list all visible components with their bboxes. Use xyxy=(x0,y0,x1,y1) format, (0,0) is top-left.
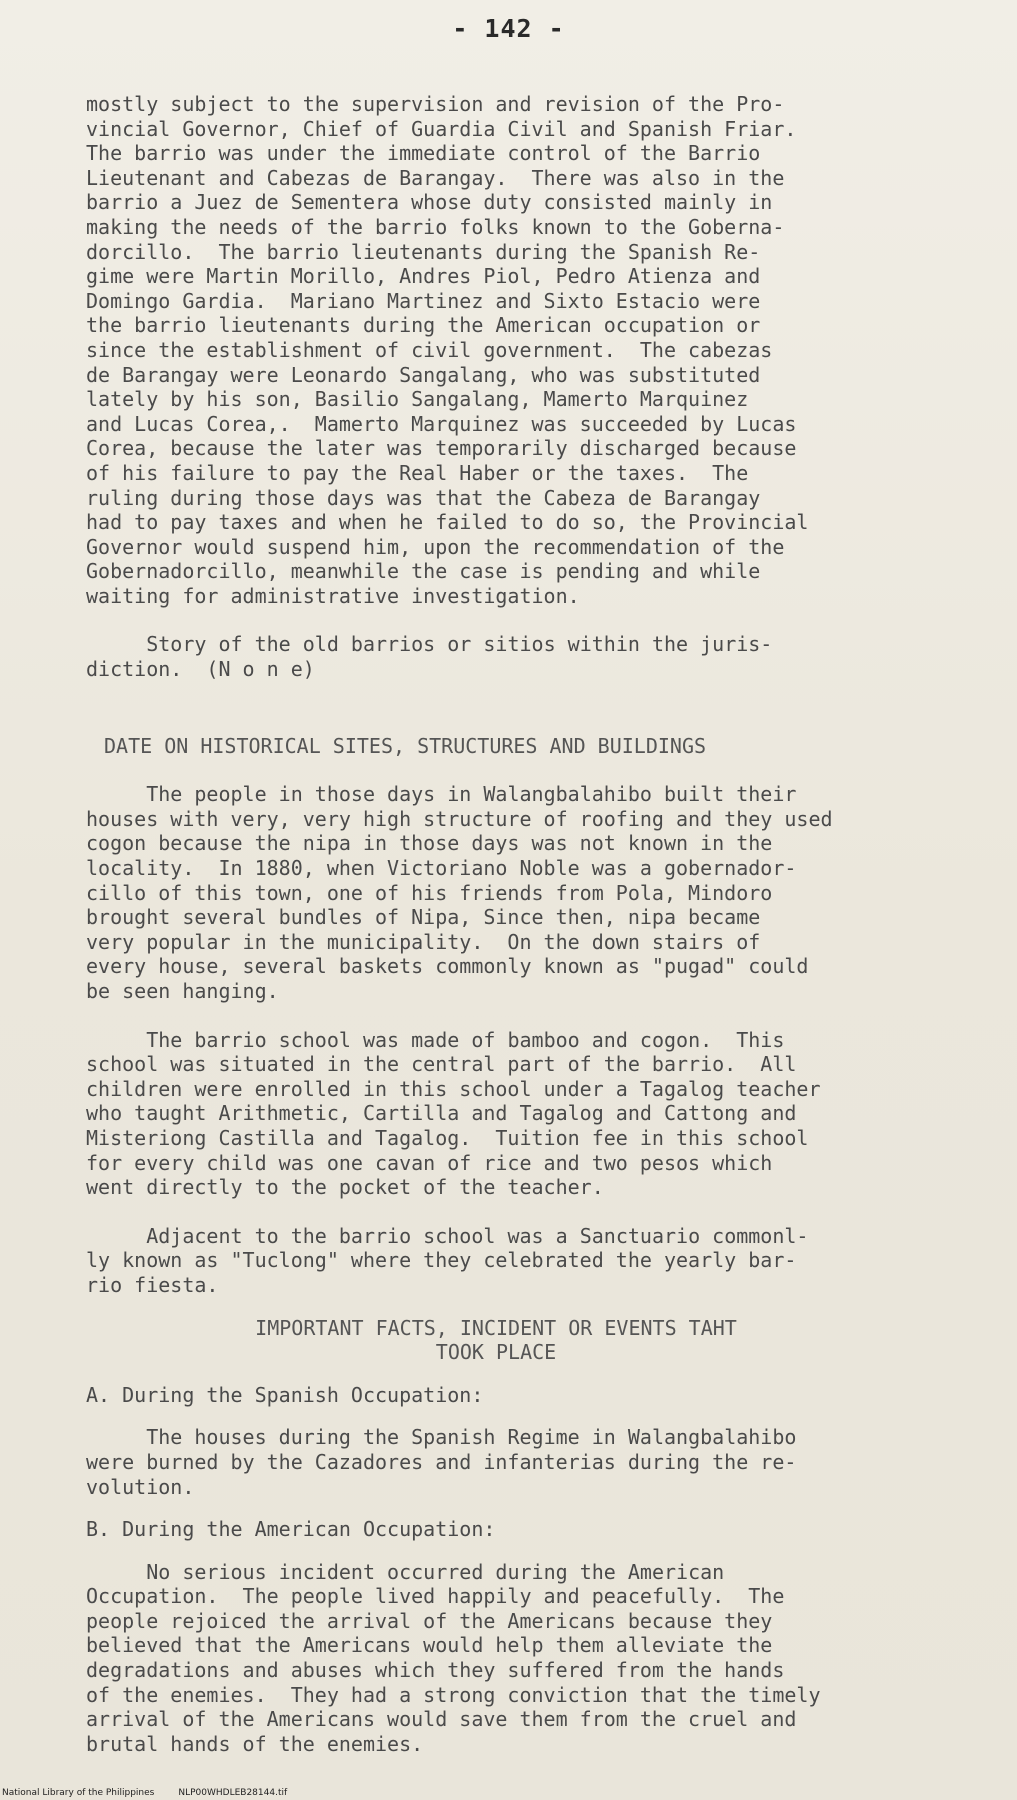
document-body xyxy=(86,92,986,1756)
paragraph-barrio-government: mostly subject to the supervision and revision of the Pro- vincial Governor, Chief of Guardia Civil and Spanish Friar. The barrio was under the immediate control of the Barrio Lieutenant and Cabezas de Barangay. There was also in the barrio a Juez de Sementera whose duty consisted mainly in making the needs of the barrio folks known to the Goberna- dorcillo. The barrio lieutenants during the Spanish Re- gime were Martin Morillo, Andres Piol, Pedro Atienza and Domingo Gardia. Mariano Martinez and Sixto Estacio were the barrio lieutenants during the American occupation or since the establishment of civil government. The cabezas de Barangay were Leonardo Sangalang, who was substituted lately by his son, Basilio Sangalang, Mamerto Marquinez and Lucas Corea,. Mamerto Marquinez was succeeded by Lucas Corea, because the later was temporarily discharged because of his failure to pay the Real Haber or the taxes. The ruling during those days was that the Cabeza de Barangay had to pay taxes and when he failed to do so, the Provincial Governor would suspend him, upon the recommendation of the Gobernadorcillo, meanwhile the case is pending and while waiting for administrative investigation. xyxy=(86,92,809,608)
section-b-text: No serious incident occurred during the American Occupation. The people lived happily and peacefully. The people rejoiced the arrival of the Americans because they believed that the Americans would help them alleviate the degradations and abuses which they suffered from the hands of the enemies. They had a strong conviction that the timely arrival of the Americans would save them from the cruel and brutal hands of the enemies. xyxy=(86,1559,821,1756)
paragraph-houses: The people in those days in Walangbalahibo built their houses with very, very high structure of roofing and they used cogon because the nipa in those days was not known in the locality. In 1880, when Victoriano Noble was a gobernador- cillo of this town, one of his friends from Pola, Mindoro brought several bundles of Nipa, Since then, nipa became very popular in the municipality. On the down stairs of every house, several baskets commonly known as "pugad" could be seen hanging. xyxy=(86,782,833,1003)
heading-historical-sites: DATE ON HISTORICAL SITES, STRUCTURES AND BUILDINGS xyxy=(104,733,707,758)
section-a-text: The houses during the Spanish Regime in Walangbalahibo were burned by the Cazadores and infanterias during the re- volution. xyxy=(86,1425,797,1499)
paragraph-barrio-school: The barrio school was made of bamboo and cogon. This school was situated in the central part of the barrio. All children were enrolled in this school under a Tagalog teacher who taught Arithmetic, Cartilla and Tagalog and Cattong and Misteriong Castilla and Tagalog. Tuition fee in this school for every child was one cavan of rice and two pesos which went directly to the pocket of the teacher. xyxy=(86,1027,821,1200)
paragraph-sanctuario: Adjacent to the barrio school was a Sanctuario commonl- ly known as "Tuclong" where they celebrated the yearly bar- rio fiesta. xyxy=(86,1223,809,1297)
section-a-title: A. During the Spanish Occupation: xyxy=(86,1382,484,1407)
heading-important-facts: IMPORTANT FACTS, INCIDENT OR EVENTS TAHT TOOK PLACE xyxy=(255,1315,737,1365)
page-number: - 142 - xyxy=(452,14,565,43)
section-b-title: B. During the American Occupation: xyxy=(86,1517,496,1542)
footer-library: National Library of the Philippines xyxy=(2,1788,155,1798)
footer-file-id: NLP00WHDLEB28144.tif xyxy=(178,1788,288,1798)
scan-footer xyxy=(0,1788,1017,1798)
paragraph-old-barrios: Story of the old barrios or sitios within the juris- diction. (N o n e) xyxy=(86,632,773,682)
